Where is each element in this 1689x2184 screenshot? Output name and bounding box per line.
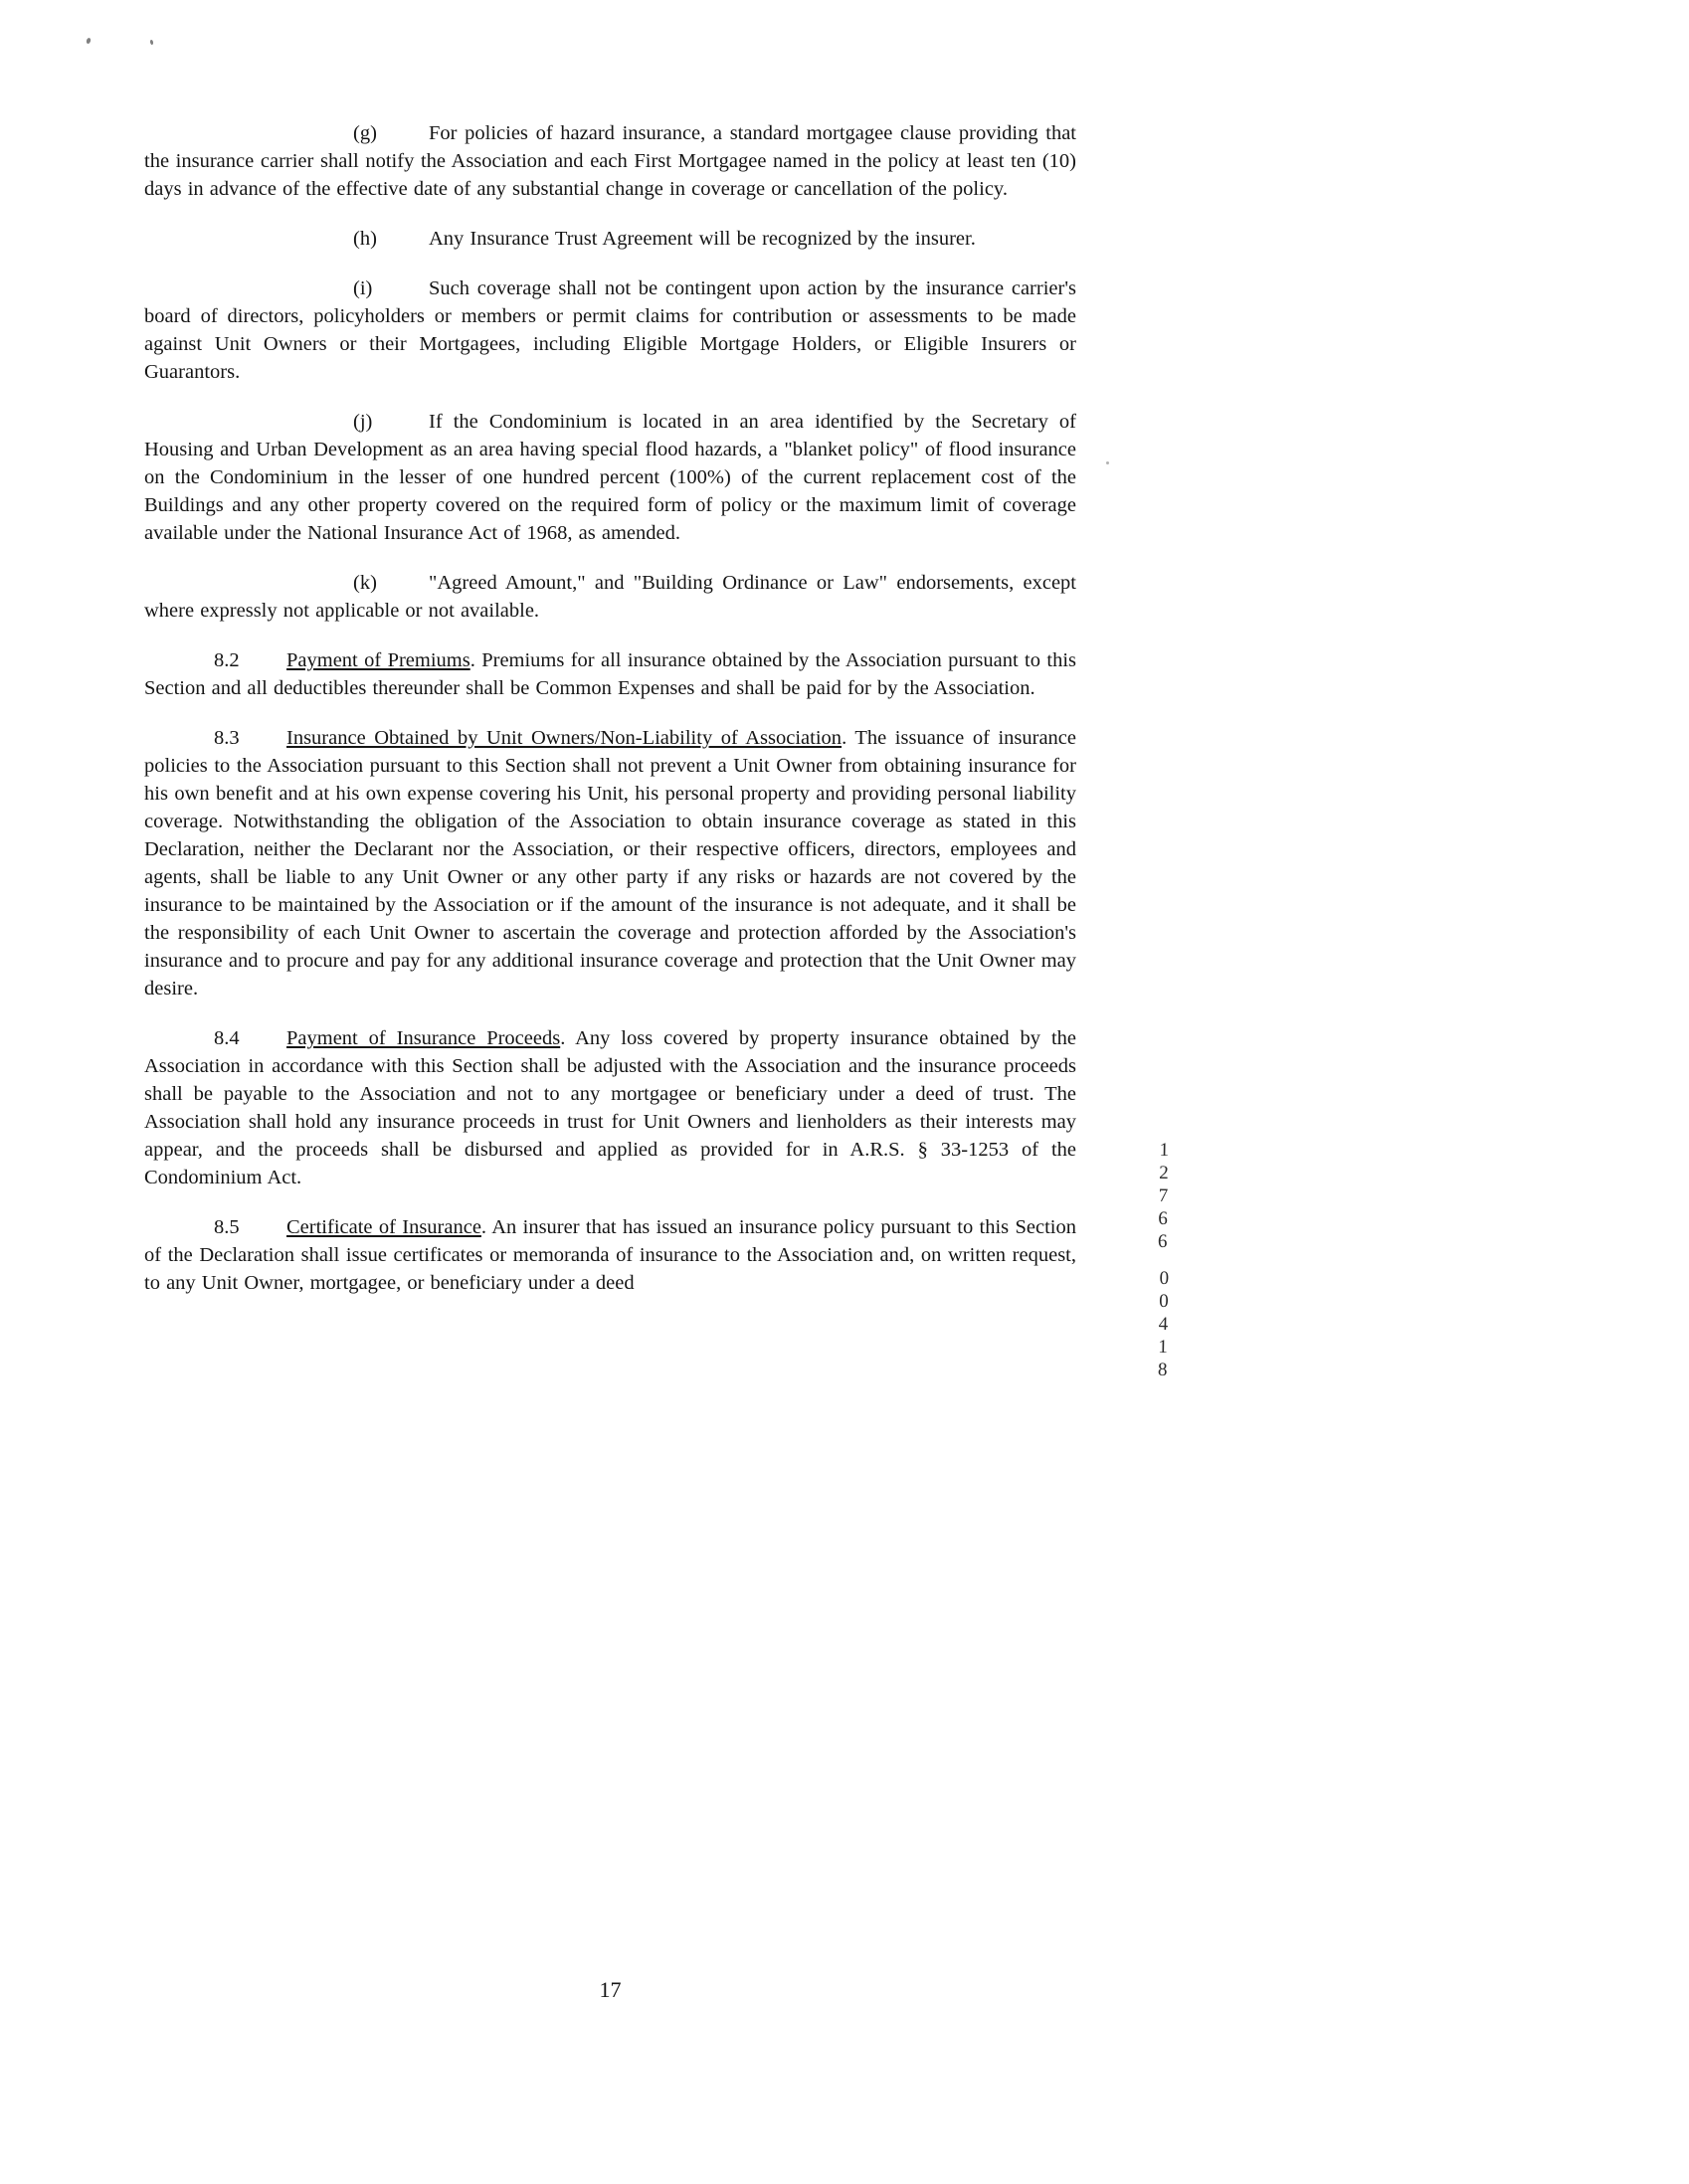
subparagraph-i-text: Such coverage shall not be contingent upon action by the insurance carrier's board of directors, policyholders or members or permit claims for contribution or assessments to be made against Unit Owners or their Mortgagees, including Eligible Mortgage Holders, or Eligible Insurers or Guarantors. bbox=[144, 277, 1076, 383]
subparagraph-i bbox=[144, 274, 1076, 386]
recording-stamp bbox=[1152, 1140, 1174, 1382]
section-8-2 bbox=[144, 646, 1076, 702]
section-8-4-number: 8.4 bbox=[214, 1027, 240, 1049]
section-8-5-body: . An insurer that has issued an insurance policy pursuant to this Section of the Declaration shall issue certificates or memoranda of insurance to the Association and, on written request, to any Unit Owner, mortgagee, or beneficiary under a deed bbox=[144, 1216, 1076, 1294]
page-number: 17 bbox=[599, 1977, 622, 2002]
section-8-3-number: 8.3 bbox=[214, 727, 240, 749]
section-8-2-number: 8.2 bbox=[214, 649, 240, 671]
subparagraph-i-label: (i) bbox=[353, 277, 373, 299]
scan-artifact bbox=[86, 38, 92, 45]
subparagraph-h-text: Any Insurance Trust Agreement will be recognized by the insurer. bbox=[429, 228, 976, 250]
section-8-2-title: Payment of Premiums bbox=[286, 649, 470, 671]
subparagraph-j bbox=[144, 408, 1076, 547]
section-8-5-number: 8.5 bbox=[214, 1216, 240, 1238]
subparagraph-j-text: If the Condominium is located in an area identified by the Secretary of Housing and Urban Development as an area having special flood hazards, a "blanket policy" of flood insurance on the Condominium in the lesser of one hundred percent (100%) of the current replacement cost of the Buildings and any other property covered on the required form of policy or the maximum limit of coverage available under the National Insurance Act of 1968, as amended. bbox=[144, 411, 1076, 544]
subparagraph-g-label: (g) bbox=[353, 122, 377, 144]
section-8-3-title: Insurance Obtained by Unit Owners/Non-Liability of Association bbox=[286, 727, 843, 749]
subparagraph-g bbox=[144, 119, 1076, 203]
subparagraph-h bbox=[144, 225, 1076, 253]
section-8-4-title: Payment of Insurance Proceeds bbox=[286, 1027, 561, 1049]
subparagraph-g-text: For policies of hazard insurance, a standard mortgagee clause providing that the insurance carrier shall notify the Association and each First Mortgagee named in the policy at least ten (10) days in advance of the effective date of any substantial change in coverage or cancellation of the policy. bbox=[144, 122, 1076, 200]
subparagraph-k-text: "Agreed Amount," and "Building Ordinance or Law" endorsements, except where expressly not applicable or not available. bbox=[144, 572, 1076, 622]
subparagraph-k bbox=[144, 569, 1076, 625]
recording-stamp-book: 12766 bbox=[1151, 1139, 1176, 1255]
section-8-4 bbox=[144, 1024, 1076, 1191]
scan-artifact bbox=[150, 40, 154, 46]
section-8-5 bbox=[144, 1213, 1076, 1297]
subparagraph-h-label: (h) bbox=[353, 228, 377, 250]
subparagraph-j-label: (j) bbox=[353, 411, 373, 433]
subparagraph-k-label: (k) bbox=[353, 572, 377, 594]
section-8-5-title: Certificate of Insurance bbox=[286, 1216, 481, 1238]
section-8-3 bbox=[144, 724, 1076, 1002]
recording-stamp-page: 00418 bbox=[1151, 1267, 1176, 1383]
document-body bbox=[144, 119, 1076, 1319]
section-8-3-body: . The issuance of insurance policies to the Association pursuant to this Section shall not prevent a Unit Owner from obtaining insurance for his own benefit and at his own expense covering his Unit, his personal property and providing personal liability coverage. Notwithstanding the obligation of the Association to obtain insurance coverage as stated in this Declaration, neither the Declarant nor the Association, or their respective officers, directors, employees and agents, shall be liable to any Unit Owner or any other party if any risks or hazards are not covered by the insurance to be maintained by the Association or if the amount of the insurance is not adequate, and it shall be the responsibility of each Unit Owner to ascertain the coverage and protection afforded by the Association's insurance and to procure and pay for any additional insurance coverage and protection that the Unit Owner may desire. bbox=[144, 727, 1076, 1000]
section-8-2-body: . Premiums for all insurance obtained by the Association pursuant to this Section and all deductibles thereunder shall be Common Expenses and shall be paid for by the Association. bbox=[144, 649, 1076, 699]
scan-artifact bbox=[1106, 461, 1109, 464]
section-8-4-body: . Any loss covered by property insurance obtained by the Association in accordance with this Section shall be adjusted with the Association and the insurance proceeds shall be payable to the Association and not to any mortgagee or beneficiary under a deed of trust. The Association shall hold any insurance proceeds in trust for Unit Owners and lienholders as their interests may appear, and the proceeds shall be disbursed and applied as provided for in A.R.S. § 33-1253 of the Condominium Act. bbox=[144, 1027, 1077, 1188]
